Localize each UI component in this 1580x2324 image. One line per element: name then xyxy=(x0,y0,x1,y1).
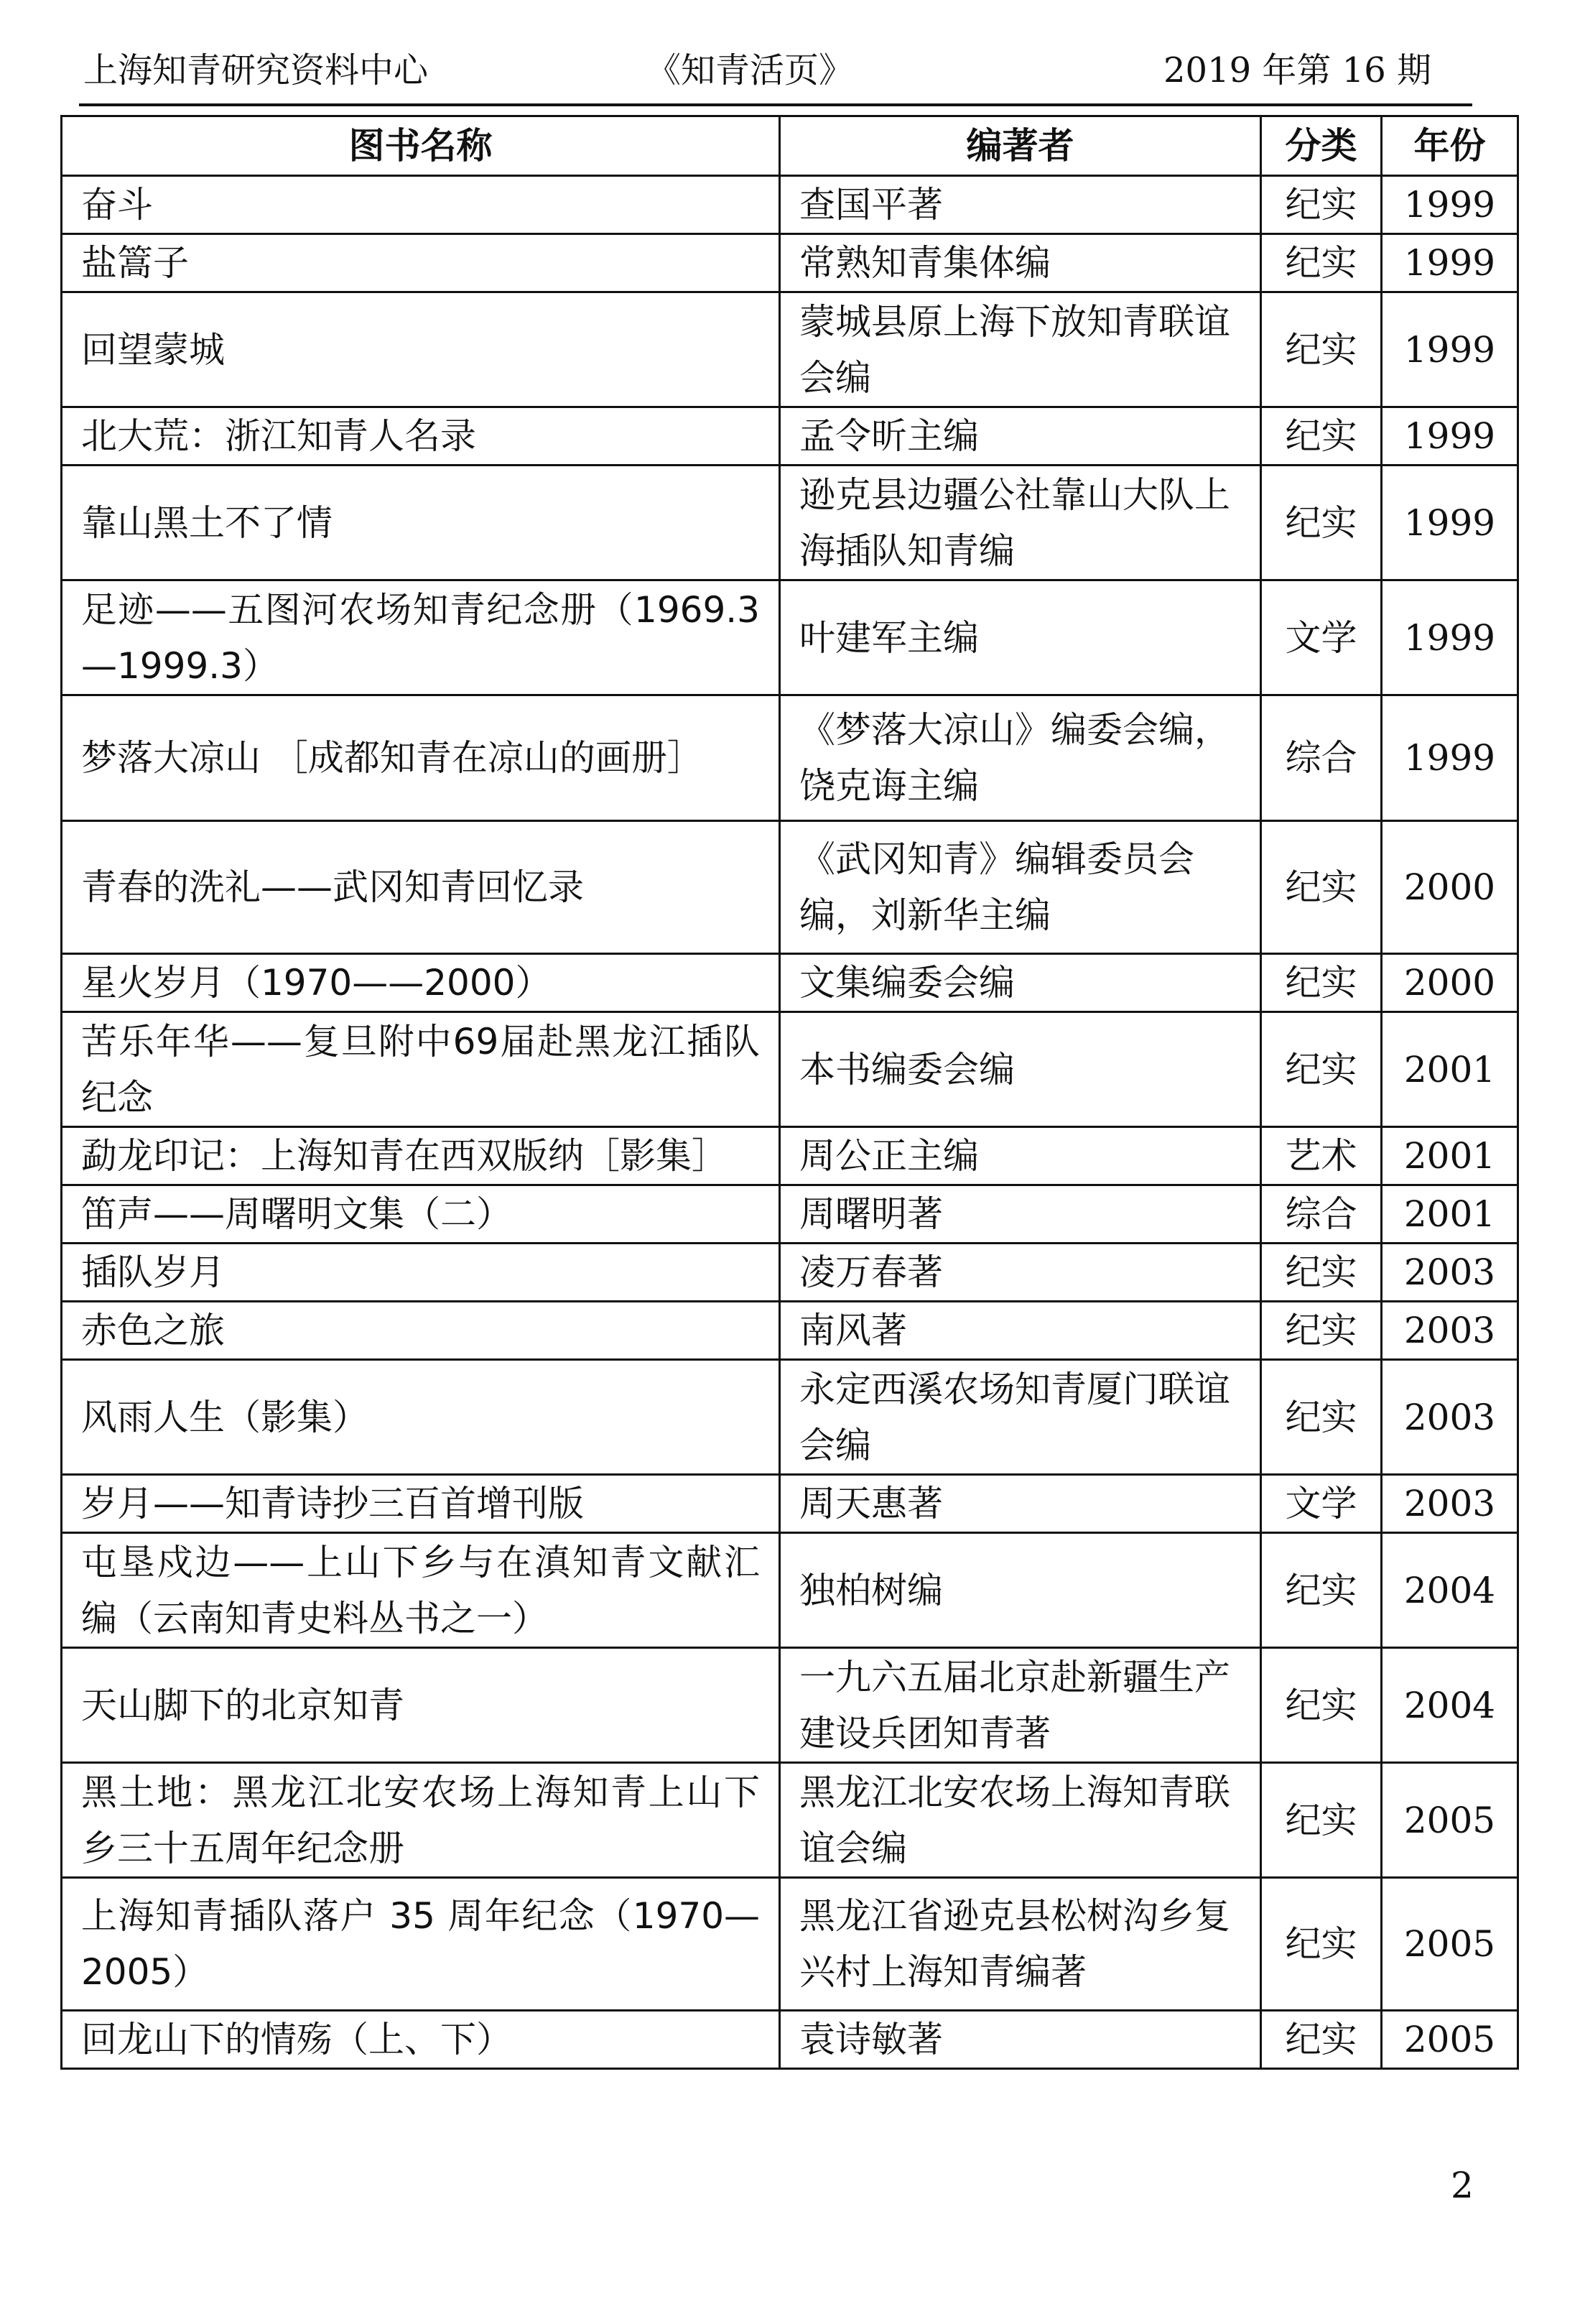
table-row xyxy=(62,1185,1518,1244)
year-cell: 1999 xyxy=(1382,234,1518,292)
year-cell: 1999 xyxy=(1382,407,1518,466)
table-row xyxy=(62,1360,1518,1475)
col-header-title: 图书名称 xyxy=(62,116,780,176)
author-cell: 南风著 xyxy=(780,1302,1261,1360)
category-cell: 纪实 xyxy=(1261,176,1382,234)
category-cell: 综合 xyxy=(1261,695,1382,821)
author-cell: 独柏树编 xyxy=(780,1533,1261,1648)
author-cell: 周公正主编 xyxy=(780,1127,1261,1185)
author-cell: 周天惠著 xyxy=(780,1475,1261,1533)
author-cell: 本书编委会编 xyxy=(780,1012,1261,1127)
author-cell: 《梦落大凉山》编委会编，饶克诲主编 xyxy=(780,695,1261,821)
year-cell: 2001 xyxy=(1382,1185,1518,1244)
category-cell: 艺术 xyxy=(1261,1127,1382,1185)
table-row xyxy=(62,176,1518,234)
year-cell: 2000 xyxy=(1382,954,1518,1012)
table-row xyxy=(62,1012,1518,1127)
category-cell: 纪实 xyxy=(1261,1012,1382,1127)
author-cell: 孟令昕主编 xyxy=(780,407,1261,466)
table-row xyxy=(62,1533,1518,1648)
category-cell: 纪实 xyxy=(1261,1360,1382,1475)
table-row xyxy=(62,234,1518,292)
author-cell: 《武冈知青》编辑委员会编，刘新华主编 xyxy=(780,821,1261,954)
header-publication: 《知青活页》 xyxy=(646,50,854,91)
category-cell: 文学 xyxy=(1261,580,1382,695)
col-header-year: 年份 xyxy=(1382,116,1518,176)
author-cell: 逊克县边疆公社靠山大队上海插队知青编 xyxy=(780,466,1261,580)
header-issue: 2019 年第 16 期 xyxy=(1163,50,1432,91)
book-title-cell: 青春的洗礼——武冈知青回忆录 xyxy=(62,821,780,954)
category-cell: 纪实 xyxy=(1261,466,1382,580)
table-row xyxy=(62,2011,1518,2069)
book-title-cell: 梦落大凉山 ［成都知青在凉山的画册］ xyxy=(62,695,780,821)
year-cell: 2003 xyxy=(1382,1244,1518,1302)
book-title-cell: 苦乐年华——复旦附中69届赴黑龙江插队纪念 xyxy=(62,1012,780,1127)
header-divider xyxy=(79,103,1472,106)
category-cell: 纪实 xyxy=(1261,407,1382,466)
category-cell: 综合 xyxy=(1261,1185,1382,1244)
year-cell: 2004 xyxy=(1382,1533,1518,1648)
author-cell: 文集编委会编 xyxy=(780,954,1261,1012)
year-cell: 2005 xyxy=(1382,1878,1518,2011)
author-cell: 凌万春著 xyxy=(780,1244,1261,1302)
book-title-cell: 足迹——五图河农场知青纪念册（1969.3—1999.3） xyxy=(62,580,780,695)
table-row xyxy=(62,1475,1518,1533)
table-row xyxy=(62,1878,1518,2011)
year-cell: 2001 xyxy=(1382,1012,1518,1127)
author-cell: 叶建军主编 xyxy=(780,580,1261,695)
category-cell: 纪实 xyxy=(1261,1763,1382,1878)
author-cell: 黑龙江北安农场上海知青联谊会编 xyxy=(780,1763,1261,1878)
book-table xyxy=(60,115,1519,2070)
book-title-cell: 盐篙子 xyxy=(62,234,780,292)
table-row xyxy=(62,1302,1518,1360)
table-row xyxy=(62,954,1518,1012)
category-cell: 纪实 xyxy=(1261,1302,1382,1360)
book-title-cell: 风雨人生（影集） xyxy=(62,1360,780,1475)
year-cell: 1999 xyxy=(1382,695,1518,821)
page-number: 2 xyxy=(1451,2165,1474,2206)
category-cell: 纪实 xyxy=(1261,1533,1382,1648)
book-title-cell: 赤色之旅 xyxy=(62,1302,780,1360)
year-cell: 2005 xyxy=(1382,2011,1518,2069)
category-cell: 纪实 xyxy=(1261,292,1382,407)
table-row xyxy=(62,1244,1518,1302)
book-title-cell: 勐龙印记：上海知青在西双版纳［影集］ xyxy=(62,1127,780,1185)
book-title-cell: 上海知青插队落户 35 周年纪念（1970—2005） xyxy=(62,1878,780,2011)
book-title-cell: 岁月——知青诗抄三百首增刊版 xyxy=(62,1475,780,1533)
author-cell: 查国平著 xyxy=(780,176,1261,234)
book-title-cell: 回龙山下的情殇（上、下） xyxy=(62,2011,780,2069)
category-cell: 纪实 xyxy=(1261,821,1382,954)
book-title-cell: 笛声——周曙明文集（二） xyxy=(62,1185,780,1244)
page-header xyxy=(79,42,1479,99)
year-cell: 1999 xyxy=(1382,580,1518,695)
author-cell: 周曙明著 xyxy=(780,1185,1261,1244)
year-cell: 2004 xyxy=(1382,1648,1518,1763)
category-cell: 纪实 xyxy=(1261,1878,1382,2011)
year-cell: 2005 xyxy=(1382,1763,1518,1878)
year-cell: 2003 xyxy=(1382,1475,1518,1533)
author-cell: 一九六五届北京赴新疆生产建设兵团知青著 xyxy=(780,1648,1261,1763)
author-cell: 袁诗敏著 xyxy=(780,2011,1261,2069)
table-row xyxy=(62,821,1518,954)
book-title-cell: 回望蒙城 xyxy=(62,292,780,407)
author-cell: 蒙城县原上海下放知青联谊会编 xyxy=(780,292,1261,407)
book-title-cell: 屯垦戍边——上山下乡与在滇知青文献汇编（云南知青史料丛书之一） xyxy=(62,1533,780,1648)
table-row xyxy=(62,292,1518,407)
table-body xyxy=(62,176,1518,2069)
table-row xyxy=(62,1763,1518,1878)
category-cell: 纪实 xyxy=(1261,954,1382,1012)
table-header-row xyxy=(62,116,1518,176)
author-cell: 永定西溪农场知青厦门联谊会编 xyxy=(780,1360,1261,1475)
book-title-cell: 黑土地：黑龙江北安农场上海知青上山下乡三十五周年纪念册 xyxy=(62,1763,780,1878)
category-cell: 纪实 xyxy=(1261,1648,1382,1763)
table-row xyxy=(62,695,1518,821)
table-row xyxy=(62,580,1518,695)
book-title-cell: 北大荒：浙江知青人名录 xyxy=(62,407,780,466)
book-title-cell: 天山脚下的北京知青 xyxy=(62,1648,780,1763)
category-cell: 纪实 xyxy=(1261,234,1382,292)
col-header-author: 编著者 xyxy=(780,116,1261,176)
author-cell: 常熟知青集体编 xyxy=(780,234,1261,292)
header-publisher: 上海知青研究资料中心 xyxy=(83,50,429,91)
year-cell: 2000 xyxy=(1382,821,1518,954)
author-cell: 黑龙江省逊克县松树沟乡复兴村上海知青编著 xyxy=(780,1878,1261,2011)
book-title-cell: 星火岁月（1970——2000） xyxy=(62,954,780,1012)
year-cell: 1999 xyxy=(1382,292,1518,407)
year-cell: 2003 xyxy=(1382,1302,1518,1360)
book-title-cell: 插队岁月 xyxy=(62,1244,780,1302)
col-header-category: 分类 xyxy=(1261,116,1382,176)
table-row xyxy=(62,1648,1518,1763)
table-row xyxy=(62,1127,1518,1185)
table-row xyxy=(62,466,1518,580)
table-row xyxy=(62,407,1518,466)
book-title-cell: 奋斗 xyxy=(62,176,780,234)
category-cell: 纪实 xyxy=(1261,1244,1382,1302)
category-cell: 文学 xyxy=(1261,1475,1382,1533)
year-cell: 2001 xyxy=(1382,1127,1518,1185)
book-title-cell: 靠山黑土不了情 xyxy=(62,466,780,580)
year-cell: 1999 xyxy=(1382,176,1518,234)
category-cell: 纪实 xyxy=(1261,2011,1382,2069)
year-cell: 2003 xyxy=(1382,1360,1518,1475)
year-cell: 1999 xyxy=(1382,466,1518,580)
